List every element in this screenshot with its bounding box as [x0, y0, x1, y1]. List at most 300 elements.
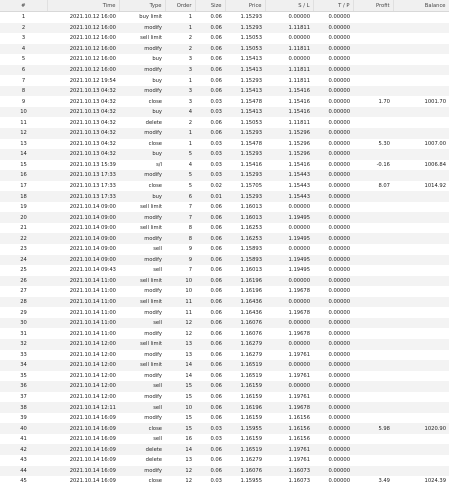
cell-time: 2021.10.14 16:09 [69, 457, 116, 464]
cell-order: 2 [188, 35, 192, 42]
table-row[interactable] [0, 423, 449, 434]
cell-size: 0.06 [210, 309, 222, 316]
table-row[interactable] [0, 402, 449, 413]
cell-size: 0.06 [195, 233, 225, 244]
cell-profit [353, 371, 393, 382]
cell-type: sell limit [119, 339, 165, 350]
cell-profit [353, 402, 393, 413]
cell-number: 24 [0, 255, 47, 266]
cell-size: 0.03 [210, 161, 222, 168]
cell-profit [353, 381, 393, 392]
cell-balance [393, 307, 449, 318]
cell-size: 0.06 [210, 288, 222, 295]
column-header-size[interactable]: Size [195, 0, 225, 12]
cell-sl: 0.00000 [265, 381, 313, 392]
cell-order: 2 [165, 44, 195, 55]
cell-tp: 0.00000 [328, 14, 350, 21]
cell-type: buy [152, 56, 162, 63]
cell-type: sell [119, 402, 165, 413]
cell-price: 1.16196 [225, 402, 265, 413]
cell-sl: 1.16156 [288, 415, 310, 422]
cell-price: 1.16159 [240, 415, 262, 422]
cell-size: 0.06 [195, 402, 225, 413]
table-row[interactable] [0, 75, 449, 86]
cell-profit [353, 360, 393, 371]
cell-sl: 1.11811 [288, 119, 310, 126]
table-row[interactable] [0, 476, 449, 487]
cell-time: 2021.10.14 16:09 [69, 415, 116, 422]
cell-number: 23 [20, 246, 27, 253]
column-header-price[interactable]: Price [225, 0, 265, 12]
cell-time: 2021.10.14 09:00 [47, 255, 119, 266]
cell-tp: 0.00000 [313, 170, 353, 181]
table-row[interactable] [0, 318, 449, 329]
cell-balance [393, 86, 449, 97]
cell-price: 1.15293 [225, 23, 265, 34]
cell-type: sell [119, 318, 165, 329]
cell-size: 0.03 [210, 140, 222, 147]
cell-tp: 0.00000 [313, 297, 353, 308]
cell-price: 1.16196 [225, 276, 265, 287]
table-row[interactable] [0, 86, 449, 97]
cell-price: 1.16519 [225, 360, 265, 371]
cell-time: 2021.10.12 16:00 [47, 65, 119, 76]
cell-type: modify [144, 288, 162, 295]
cell-number: 5 [21, 56, 26, 63]
cell-time: 2021.10.14 16:09 [47, 466, 119, 477]
cell-time: 2021.10.14 12:11 [47, 402, 119, 413]
table-row[interactable] [0, 286, 449, 297]
table-row[interactable] [0, 265, 449, 276]
cell-sl: 1.19761 [288, 457, 310, 464]
cell-number: 35 [20, 372, 27, 379]
table-row[interactable] [0, 350, 449, 361]
cell-size: 0.06 [195, 466, 225, 477]
cell-price: 1.16013 [240, 267, 262, 274]
cell-size: 0.06 [195, 297, 225, 308]
table-row[interactable] [0, 413, 449, 424]
cell-tp: 0.00000 [328, 183, 350, 190]
column-header-profit[interactable]: Profit [353, 0, 393, 12]
cell-profit [353, 307, 393, 318]
cell-sl: 0.00000 [265, 297, 313, 308]
table-row[interactable] [0, 434, 449, 445]
cell-balance [393, 402, 449, 413]
cell-time: 2021.10.13 04:32 [47, 149, 119, 160]
cell-number: 38 [0, 402, 47, 413]
cell-sl: 0.00000 [288, 56, 310, 63]
cell-balance [393, 328, 449, 339]
cell-type: modify [119, 86, 165, 97]
cell-profit [353, 286, 393, 297]
table-row[interactable] [0, 455, 449, 466]
cell-number: 22 [0, 233, 47, 244]
cell-time: 2021.10.14 09:00 [47, 233, 119, 244]
cell-time: 2021.10.12 16:00 [47, 23, 119, 34]
cell-number: 36 [0, 381, 47, 392]
cell-tp: 0.00000 [328, 161, 350, 168]
cell-number: 34 [0, 360, 47, 371]
cell-size: 0.06 [210, 267, 222, 274]
column-header-order[interactable]: Order [165, 0, 195, 12]
cell-profit [353, 297, 393, 308]
cell-time: 2021.10.14 16:09 [47, 423, 119, 434]
table-row[interactable] [0, 339, 449, 350]
cell-balance [393, 371, 449, 382]
cell-order: 14 [185, 372, 192, 379]
cell-type: modify [144, 415, 162, 422]
cell-tp: 0.00000 [313, 360, 353, 371]
cell-tp: 0.00000 [313, 128, 353, 139]
cell-type: delete [145, 119, 162, 126]
cell-balance: 1001.70 [424, 98, 446, 105]
cell-time: 2021.10.12 16:00 [69, 56, 116, 63]
cell-profit [353, 44, 393, 55]
cell-order: 3 [188, 98, 192, 105]
table-row[interactable] [0, 128, 449, 139]
cell-order: 14 [165, 444, 195, 455]
cell-sl: 1.15443 [265, 191, 313, 202]
cell-time: 2021.10.13 17:33 [69, 183, 116, 190]
cell-tp: 0.00000 [328, 436, 350, 443]
cell-time: 2021.10.14 09:00 [69, 225, 116, 232]
table-row[interactable] [0, 117, 449, 128]
cell-number: 13 [20, 140, 27, 147]
cell-number: 25 [20, 267, 27, 274]
cell-price: 1.16076 [225, 466, 265, 477]
cell-sl: 0.00000 [288, 225, 310, 232]
table-row[interactable] [0, 244, 449, 255]
cell-time: 2021.10.12 19:54 [69, 77, 116, 84]
cell-profit: 1.70 [378, 98, 390, 105]
cell-time: 2021.10.13 04:32 [47, 128, 119, 139]
cell-size: 0.03 [210, 98, 222, 105]
cell-tp: 0.00000 [328, 351, 350, 358]
cell-type: sell [153, 436, 162, 443]
cell-type: modify [119, 255, 165, 266]
table-row[interactable] [0, 233, 449, 244]
cell-time: 2021.10.13 04:32 [47, 107, 119, 118]
cell-price: 1.16076 [225, 318, 265, 329]
cell-sl: 1.16156 [288, 436, 310, 443]
cell-size: 0.06 [210, 14, 222, 21]
cell-sl: 1.19761 [288, 351, 310, 358]
cell-order: 4 [165, 107, 195, 118]
cell-profit [353, 466, 393, 477]
table-row[interactable] [0, 223, 449, 234]
cell-number: 30 [0, 318, 47, 329]
cell-tp: 0.00000 [313, 191, 353, 202]
table-row[interactable] [0, 12, 449, 23]
cell-sl: 1.15296 [265, 128, 313, 139]
cell-balance [393, 455, 449, 466]
table-row[interactable] [0, 139, 449, 150]
cell-price: 1.15478 [240, 98, 262, 105]
cell-tp: 0.00000 [313, 149, 353, 160]
cell-tp: 0.00000 [328, 246, 350, 253]
cell-tp: 0.00000 [313, 65, 353, 76]
cell-tp: 0.00000 [328, 457, 350, 464]
cell-number: 44 [0, 466, 47, 477]
cell-sl: 1.11811 [265, 65, 313, 76]
cell-price: 1.15955 [240, 478, 262, 485]
cell-number: 27 [20, 288, 27, 295]
cell-profit: 3.49 [378, 478, 390, 485]
cell-number: 20 [0, 212, 47, 223]
column-header-type[interactable]: Type [119, 0, 165, 12]
table-row[interactable] [0, 65, 449, 76]
table-row[interactable] [0, 160, 449, 171]
cell-order: 2 [188, 119, 192, 126]
cell-balance: 1007.00 [424, 140, 446, 147]
cell-size: 0.01 [195, 191, 225, 202]
cell-size: 0.06 [210, 35, 222, 42]
cell-order: 3 [165, 86, 195, 97]
table-row[interactable] [0, 191, 449, 202]
cell-size: 0.06 [210, 393, 222, 400]
cell-profit [353, 191, 393, 202]
cell-tp: 0.00000 [313, 318, 353, 329]
cell-size: 0.06 [210, 351, 222, 358]
cell-number: 10 [0, 107, 47, 118]
cell-profit [353, 455, 393, 466]
cell-sl: 0.00000 [265, 318, 313, 329]
cell-profit [353, 23, 393, 34]
cell-order: 13 [165, 339, 195, 350]
cell-sl: 1.15416 [288, 98, 310, 105]
cell-order: 5 [165, 170, 195, 181]
cell-price: 1.15478 [240, 140, 262, 147]
table-row[interactable] [0, 466, 449, 477]
cell-time: 2021.10.14 12:00 [69, 372, 116, 379]
cell-type: s/l [156, 161, 162, 168]
cell-size: 0.06 [210, 330, 222, 337]
cell-time: 2021.10.14 11:00 [47, 276, 119, 287]
cell-order: 9 [188, 246, 192, 253]
cell-number: 2 [0, 23, 47, 34]
cell-size: 0.06 [195, 255, 225, 266]
cell-profit [353, 117, 393, 128]
cell-type: sell limit [119, 276, 165, 287]
cell-tp: 0.00000 [328, 204, 350, 211]
cell-price: 1.15293 [225, 191, 265, 202]
cell-order: 7 [188, 204, 192, 211]
cell-balance: 1020.90 [393, 423, 449, 434]
cell-size: 0.06 [195, 276, 225, 287]
cell-sl: 1.19495 [265, 233, 313, 244]
table-row[interactable] [0, 360, 449, 371]
cell-profit [353, 128, 393, 139]
cell-size: 0.06 [210, 77, 222, 84]
table-row[interactable] [0, 212, 449, 223]
cell-order: 1 [165, 23, 195, 34]
cell-time: 2021.10.14 12:00 [69, 393, 116, 400]
cell-order: 8 [165, 233, 195, 244]
cell-tp: 0.00000 [328, 140, 350, 147]
cell-type: modify [144, 372, 162, 379]
cell-size: 0.06 [195, 360, 225, 371]
column-header-sl[interactable]: S / L [265, 0, 313, 12]
cell-tp: 0.00000 [313, 381, 353, 392]
cell-time: 2021.10.13 04:32 [69, 98, 116, 105]
cell-tp: 0.00000 [313, 212, 353, 223]
cell-time: 2021.10.12 16:00 [69, 35, 116, 42]
cell-time: 2021.10.14 12:00 [47, 339, 119, 350]
cell-time: 2021.10.14 11:00 [69, 309, 116, 316]
cell-tp: 0.00000 [313, 107, 353, 118]
cell-number: 31 [20, 330, 27, 337]
cell-profit [353, 444, 393, 455]
table-row[interactable] [0, 44, 449, 55]
cell-profit [353, 276, 393, 287]
cell-type: sell [153, 267, 162, 274]
cell-balance [393, 265, 449, 276]
table-row[interactable] [0, 33, 449, 44]
cell-size: 0.06 [195, 444, 225, 455]
table-row[interactable] [0, 202, 449, 213]
cell-price: 1.15705 [240, 183, 262, 190]
cell-type: sell [153, 246, 162, 253]
cell-time: 2021.10.14 11:00 [47, 297, 119, 308]
cell-balance [393, 170, 449, 181]
cell-type: buy [152, 77, 162, 84]
column-header-number[interactable]: # [0, 0, 47, 12]
cell-tp: 0.00000 [328, 267, 350, 274]
cell-order: 11 [185, 309, 192, 316]
table-row[interactable] [0, 307, 449, 318]
cell-number: 40 [0, 423, 47, 434]
cell-price: 1.15413 [225, 107, 265, 118]
cell-tp: 0.00000 [313, 444, 353, 455]
cell-balance [393, 276, 449, 287]
cell-price: 1.15413 [240, 56, 262, 63]
table-row[interactable] [0, 371, 449, 382]
cell-type: sell limit [140, 204, 162, 211]
table-row[interactable] [0, 255, 449, 266]
cell-price: 1.15053 [240, 35, 262, 42]
column-header-tp[interactable]: T / P [313, 0, 353, 12]
cell-type: sell [119, 381, 165, 392]
cell-order: 5 [188, 183, 192, 190]
cell-tp: 0.00000 [328, 77, 350, 84]
cell-price: 1.16436 [225, 297, 265, 308]
cell-tp: 0.00000 [313, 423, 353, 434]
cell-type: close [148, 98, 162, 105]
table-row[interactable] [0, 328, 449, 339]
table-row[interactable] [0, 392, 449, 403]
cell-order: 3 [188, 56, 192, 63]
cell-size: 0.06 [195, 318, 225, 329]
cell-size: 0.03 [195, 423, 225, 434]
cell-price: 1.15053 [240, 119, 262, 126]
cell-type: sell limit [140, 225, 162, 232]
cell-type: close [148, 478, 162, 485]
cell-time: 2021.10.14 11:00 [69, 330, 116, 337]
cell-sl: 1.19761 [288, 393, 310, 400]
cell-balance [393, 318, 449, 329]
cell-tp: 0.00000 [328, 478, 350, 485]
cell-balance [393, 297, 449, 308]
table-row[interactable] [0, 96, 449, 107]
table-row[interactable] [0, 170, 449, 181]
table-row[interactable] [0, 107, 449, 118]
cell-number: 32 [0, 339, 47, 350]
column-header-balance[interactable]: Balance [393, 0, 449, 12]
cell-order: 13 [185, 457, 192, 464]
cell-order: 10 [165, 276, 195, 287]
cell-profit [353, 54, 393, 65]
cell-sl: 1.19495 [288, 267, 310, 274]
cell-type: modify [144, 309, 162, 316]
table-row[interactable] [0, 149, 449, 160]
cell-balance [393, 381, 449, 392]
table-row[interactable] [0, 381, 449, 392]
cell-number: 26 [0, 276, 47, 287]
cell-order: 15 [165, 423, 195, 434]
table-row[interactable] [0, 444, 449, 455]
cell-balance [393, 33, 449, 44]
cell-price: 1.16196 [240, 288, 262, 295]
cell-tp: 0.00000 [313, 44, 353, 55]
cell-number: 17 [20, 183, 27, 190]
cell-order: 15 [165, 381, 195, 392]
cell-type: delete [119, 444, 165, 455]
cell-sl: 0.00000 [288, 246, 310, 253]
cell-tp: 0.00000 [313, 233, 353, 244]
column-header-time[interactable]: Time [47, 0, 119, 12]
table-row[interactable] [0, 276, 449, 287]
cell-number: 43 [20, 457, 27, 464]
cell-size: 0.06 [195, 212, 225, 223]
cell-sl: 0.00000 [288, 204, 310, 211]
cell-size: 0.06 [210, 415, 222, 422]
table-row[interactable] [0, 181, 449, 192]
cell-number: 15 [20, 161, 27, 168]
cell-type: modify [144, 330, 162, 337]
cell-order: 3 [165, 65, 195, 76]
cell-order: 12 [185, 478, 192, 485]
cell-balance [393, 128, 449, 139]
cell-price: 1.15413 [225, 65, 265, 76]
cell-price: 1.15293 [225, 170, 265, 181]
cell-time: 2021.10.12 16:00 [47, 44, 119, 55]
cell-number: 21 [20, 225, 27, 232]
cell-type: modify [144, 393, 162, 400]
table-row[interactable] [0, 23, 449, 34]
table-row[interactable] [0, 297, 449, 308]
cell-time: 2021.10.14 11:00 [47, 318, 119, 329]
cell-tp: 0.00000 [313, 86, 353, 97]
cell-profit [353, 202, 393, 213]
cell-price: 1.16279 [240, 457, 262, 464]
cell-balance [393, 75, 449, 86]
cell-number: 9 [21, 98, 26, 105]
cell-tp: 0.00000 [328, 393, 350, 400]
cell-size: 0.03 [195, 149, 225, 160]
cell-price: 1.15293 [240, 77, 262, 84]
cell-sl: 1.15296 [288, 140, 310, 147]
cell-size: 0.06 [195, 86, 225, 97]
cell-number: 39 [20, 415, 27, 422]
cell-profit [353, 12, 393, 23]
cell-time: 2021.10.13 17:33 [47, 170, 119, 181]
table-row[interactable] [0, 54, 449, 65]
cell-size: 0.06 [195, 128, 225, 139]
cell-number: 33 [20, 351, 27, 358]
cell-time: 2021.10.13 04:32 [47, 86, 119, 97]
cell-tp: 0.00000 [313, 23, 353, 34]
cell-number: 14 [0, 149, 47, 160]
